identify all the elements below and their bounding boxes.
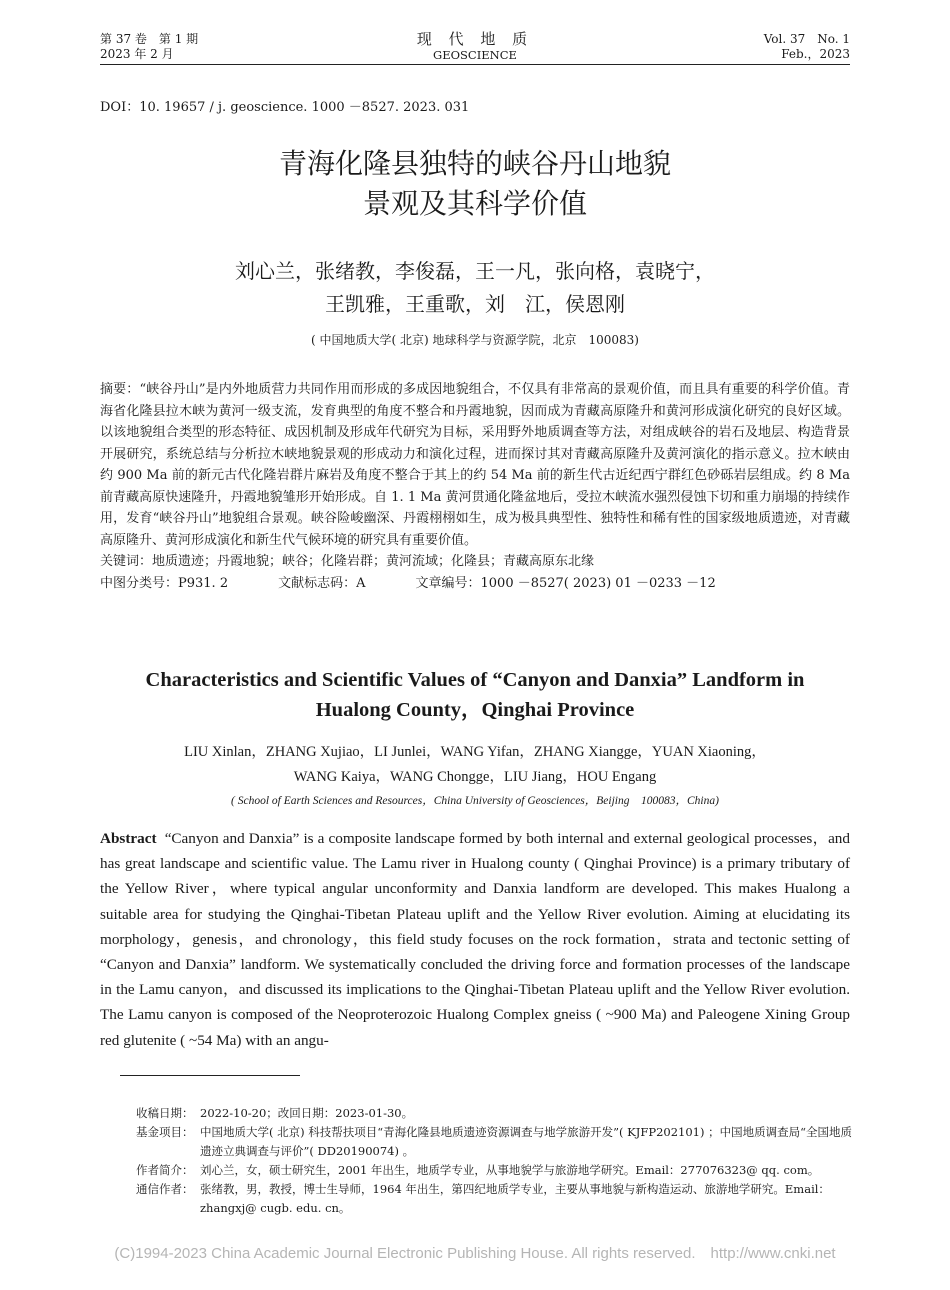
footnote-label: 作者简介： bbox=[136, 1163, 194, 1177]
article-number: 文章编号：1000 －8527( 2023) 01 －0233 －12 bbox=[415, 575, 716, 591]
paper-title-cn bbox=[0, 144, 950, 224]
abstract-en-text: “Canyon and Danxia” is a composite landscape formed by both internal and external geological processes，and has great landscape and scientific value. The Lamu river in Hualong county ( Qinghai Province) is a primary tributary of the Yellow River，where typical angular unconformity and Danxia landform are developed. This makes Hualong a suitable area for studying the Qinghai-Tibetan Plateau uplift and the Yellow River evolution. Aiming at elucidating its morphology，genesis，and chronology，this field study focuses on the rock formation，strata and tectonic setting of “Canyon and Danxia” landform. We systematically concluded the driving force and formation processes of the landscape in the Lamu canyon，and discussed its implications to the Qinghai-Tibetan Plateau uplift and the Yellow River evolution. The Lamu canyon is composed of the Neoproterozoic Hualong Complex gneiss ( ~900 Ma) and Paleogene Xining Group red glutenite ( ~54 Ma) with an angu- bbox=[100, 830, 850, 1049]
abstract-cn bbox=[100, 379, 850, 551]
affiliation-en: ( School of Earth Sciences and Resources，China University of Geosciences，Beijing 100083，China) bbox=[231, 795, 719, 807]
paper-title-en bbox=[100, 665, 850, 725]
abstract-en bbox=[100, 826, 850, 1053]
footnote-text: 张绪教，男，教授，博士生导师，1964 年出生，第四纪地质学专业，主要从事地貌与新构造运动、旅游地学研究。Email：zhangxj@ cugb. edu. cn。 bbox=[200, 1182, 830, 1215]
abstract-cn-text: “峡谷丹山”是内外地质营力共同作用而形成的多成因地貌组合，不仅具有非常高的景观价值，而且具有重要的科学价值。青海省化隆县拉木峡为黄河一级支流，发育典型的角度不整合和丹霞地貌，因而成为青藏高原隆升和黄河形成演化研究的良好区域。以该地貌组合类型的形态特征、成因机制及形成年代研究为目标，采用野外地质调查等方法，对组成峡谷的岩石及地层、构造背景开展研究，系统总结与分析拉木峡地貌景观的形成动力和演化过程，进而探讨其对青藏高原隆升及黄河演化的指示意义。拉木峡由约 900 Ma 前的新元古代化隆岩群片麻岩及角度不整合于其上的约 54 Ma 前的新生代古近纪西宁群红色砂砾岩层组成。约 8 Ma 前青藏高原快速隆升，丹霞地貌雏形开始形成。自 1. 1 Ma 黄河贯通化隆盆地后，受拉木峡流水强烈侵蚀下切和重力崩塌的持续作用，发育“峡谷丹山”地貌组合景观。峡谷险峻幽深、丹霞栩栩如生，成为极具典型性、独特性和稀有性的国家级地质遗迹，对青藏高原隆升、黄河形成演化和新生代气候环境的研究具有重要价值。 bbox=[100, 382, 850, 548]
authors-cn-line1: 刘心兰，张绪教，李俊磊，王一凡，张向格，袁晓宁， bbox=[235, 259, 715, 283]
title-cn-line2: 景观及其科学价值 bbox=[362, 187, 587, 220]
title-en-line1: Characteristics and Scientific Values of “Canyon and Danxia” Landform in bbox=[145, 669, 805, 691]
publication-date: 2023 年 2 月 bbox=[100, 47, 174, 61]
footnote-label: 基金项目： bbox=[136, 1125, 194, 1139]
footnote-label: 收稿日期： bbox=[136, 1106, 194, 1120]
classification-row bbox=[100, 573, 850, 595]
footnote-text: 刘心兰，女，硕士研究生，2001 年出生，地质学专业，从事地貌学与旅游地学研究。Email：277076323@ qq. com。 bbox=[200, 1163, 820, 1177]
authors-en-line1: LIU Xinlan，ZHANG Xujiao，LI Junlei，WANG Yifan，ZHANG Xiangge，YUAN Xiaoning， bbox=[184, 744, 766, 760]
title-en-line2: Hualong County，Qinghai Province bbox=[315, 699, 635, 721]
keywords-cn: 关键词：地质遗迹；丹霞地貌；峡谷；化隆岩群；黄河流域；化隆县；青藏高原东北缘 bbox=[100, 554, 595, 569]
authors-cn bbox=[0, 255, 950, 321]
authors-en bbox=[0, 740, 950, 790]
footnote-label: 通信作者： bbox=[136, 1182, 194, 1196]
footnote-corresponding-author bbox=[136, 1180, 856, 1218]
copyright-watermark: (C)1994-2023 China Academic Journal Electronic Publishing House. All rights reserved. http://www.cnki.net bbox=[114, 1245, 836, 1262]
footnote-received bbox=[136, 1104, 856, 1123]
volume-issue-en: Vol. 37 No. 1 bbox=[763, 32, 850, 46]
footnote-text: 中国地质大学( 北京) 科技帮扶项目“青海化隆县地质遗迹资源调查与地学旅游开发”( KJFP202101) ；中国地质调查局“全国地质遗迹立典调查与评价”( DD20190074) 。 bbox=[200, 1125, 853, 1158]
header-rule bbox=[100, 64, 850, 65]
running-header-right bbox=[764, 32, 850, 62]
volume-issue: 第 37 卷 第 1 期 bbox=[100, 32, 199, 46]
journal-name-cn: 现 代 地 质 bbox=[416, 30, 534, 48]
footnote-rule bbox=[120, 1075, 300, 1076]
footnote-funding bbox=[136, 1123, 856, 1161]
footnote-author-bio bbox=[136, 1161, 856, 1180]
authors-cn-line2: 王凯雅，王重歌，刘 江，侯恩刚 bbox=[325, 292, 625, 316]
authors-en-line2: WANG Kaiya，WANG Chongge，LIU Jiang，HOU Engang bbox=[293, 769, 657, 785]
abstract-cn-label: 摘要： bbox=[100, 382, 140, 397]
footnotes bbox=[136, 1104, 856, 1218]
footnote-text: 2022-10-20；改回日期：2023-01-30。 bbox=[200, 1106, 414, 1120]
abstract-en-label: Abstract bbox=[100, 830, 157, 847]
clc-number: 中图分类号：P931. 2 bbox=[100, 575, 229, 591]
affiliation-cn: ( 中国地质大学( 北京) 地球科学与资源学院，北京 100083) bbox=[311, 333, 639, 347]
abstract-block-cn bbox=[100, 379, 850, 594]
document-code: 文献标志码：A bbox=[278, 575, 366, 591]
publication-date-en: Feb.，2023 bbox=[781, 47, 850, 61]
title-cn-line1: 青海化隆县独特的峡谷丹山地貌 bbox=[278, 147, 671, 180]
journal-name-en: GEOSCIENCE bbox=[433, 48, 517, 62]
doi[interactable]: DOI：10. 19657 / j. geoscience. 1000 －8527. 2023. 031 bbox=[100, 100, 470, 115]
